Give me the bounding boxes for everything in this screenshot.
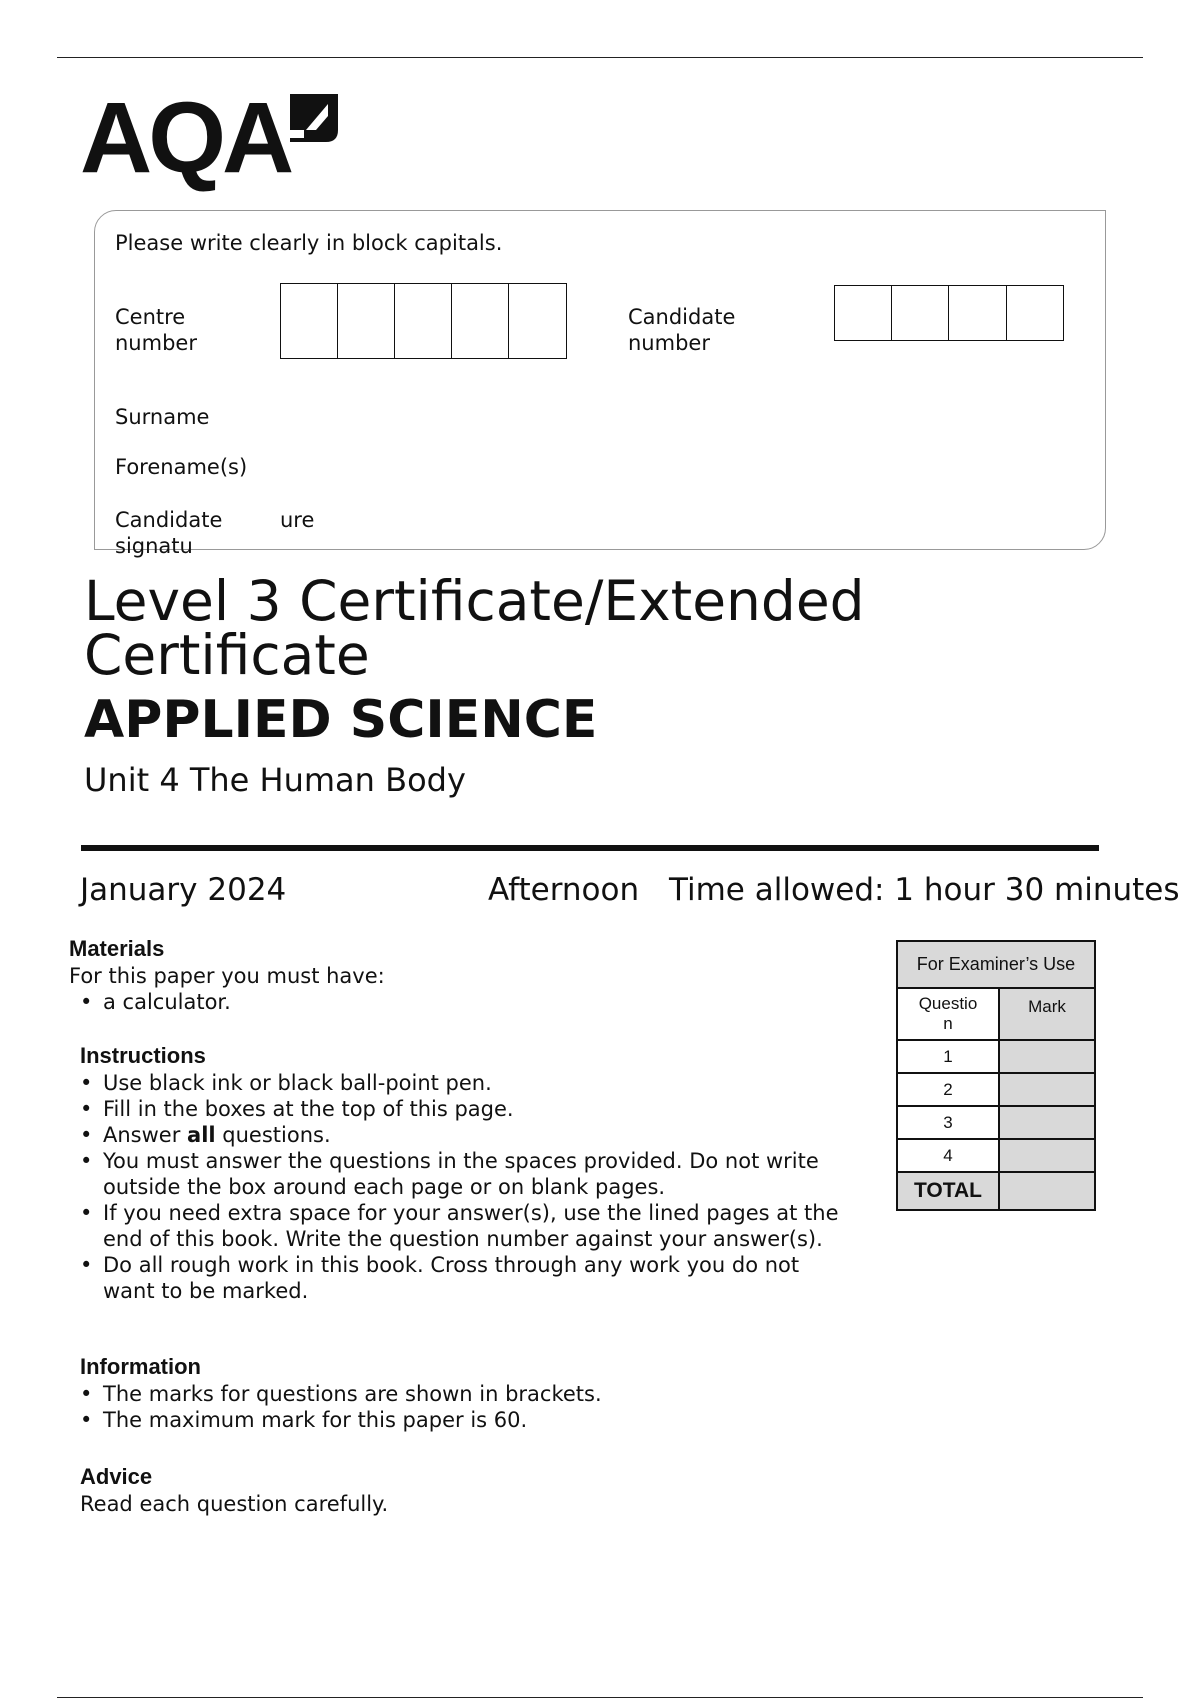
list-item: • If you need extra space for your answer(s), use the lined pages at the end of this book. Write the question number against your answer(s). bbox=[80, 1200, 863, 1252]
top-rule bbox=[57, 57, 1143, 58]
candidate-number-digit-box[interactable] bbox=[835, 286, 892, 340]
block-capitals-instruction: Please write clearly in block capitals. bbox=[115, 231, 503, 255]
list-item: • The maximum mark for this paper is 60. bbox=[80, 1407, 855, 1433]
materials-intro: For this paper you must have: bbox=[69, 964, 385, 988]
question-number: 3 bbox=[897, 1106, 999, 1139]
instructions-list bbox=[80, 1070, 855, 1304]
examiners-use-table bbox=[896, 940, 1096, 1211]
centre-number-digit-box[interactable] bbox=[395, 284, 452, 358]
exam-session: Afternoon bbox=[488, 872, 640, 908]
question-number: 2 bbox=[897, 1073, 999, 1106]
list-item: • Fill in the boxes at the top of this page. bbox=[80, 1096, 855, 1122]
qualification-title: Level 3 Certificate/Extended Certificate bbox=[84, 569, 865, 687]
list-item: • The marks for questions are shown in brackets. bbox=[80, 1381, 855, 1407]
candidate-number-field[interactable] bbox=[834, 285, 1064, 341]
list-item: • Use black ink or black ball-point pen. bbox=[80, 1070, 855, 1096]
candidate-number-label: Candidate number bbox=[628, 305, 736, 355]
subject-title: APPLIED SCIENCE bbox=[84, 690, 598, 750]
candidate-number-digit-box[interactable] bbox=[1007, 286, 1062, 340]
advice-heading: Advice bbox=[80, 1464, 153, 1489]
aqa-logo-text: AQA bbox=[80, 82, 291, 194]
list-item: • Answer all questions. bbox=[80, 1122, 855, 1148]
list-item: • You must answer the questions in the spaces provided. Do not write outside the box around each page or on blank pages. bbox=[80, 1148, 823, 1200]
information-heading: Information bbox=[80, 1354, 201, 1379]
question-number: 1 bbox=[897, 1040, 999, 1073]
candidate-number-digit-box[interactable] bbox=[892, 286, 949, 340]
question-column-header: Questio n bbox=[897, 988, 999, 1040]
candidate-number-digit-box[interactable] bbox=[949, 286, 1007, 340]
list-item: • Do all rough work in this book. Cross through any work you do not want to be marked. bbox=[80, 1252, 823, 1304]
instructions-heading: Instructions bbox=[80, 1043, 206, 1068]
candidate-signature-label: Candidate signatu bbox=[115, 508, 223, 558]
materials-heading: Materials bbox=[69, 936, 165, 961]
unit-title: Unit 4 The Human Body bbox=[84, 761, 466, 799]
mark-cell[interactable] bbox=[999, 1139, 1095, 1172]
bottom-rule bbox=[57, 1697, 1143, 1698]
list-item: • a calculator. bbox=[80, 989, 840, 1015]
centre-number-label: Centre number bbox=[115, 305, 197, 355]
centre-number-digit-box[interactable] bbox=[452, 284, 509, 358]
signature-field[interactable] bbox=[330, 498, 1080, 532]
examiners-use-header: For Examiner’s Use bbox=[897, 941, 1095, 988]
surname-field[interactable] bbox=[270, 396, 1080, 430]
total-mark-cell[interactable] bbox=[999, 1172, 1095, 1210]
advice-text: Read each question carefully. bbox=[80, 1492, 389, 1516]
forenames-label: Forename(s) bbox=[115, 455, 248, 479]
centre-number-digit-box[interactable] bbox=[338, 284, 395, 358]
exam-date: January 2024 bbox=[80, 872, 287, 908]
mark-column-header: Mark bbox=[999, 988, 1095, 1040]
mark-cell[interactable] bbox=[999, 1073, 1095, 1106]
aqa-logo-mark-icon bbox=[286, 90, 342, 146]
centre-number-digit-box[interactable] bbox=[281, 284, 338, 358]
information-list bbox=[80, 1381, 855, 1433]
surname-label: Surname bbox=[115, 405, 210, 429]
signature-label-fragment: ure bbox=[280, 508, 315, 532]
aqa-logo bbox=[80, 82, 350, 194]
title-divider bbox=[81, 845, 1099, 851]
materials-list bbox=[80, 989, 840, 1015]
forenames-field[interactable] bbox=[270, 446, 1080, 480]
mark-cell[interactable] bbox=[999, 1106, 1095, 1139]
centre-number-field[interactable] bbox=[280, 283, 567, 359]
mark-cell[interactable] bbox=[999, 1040, 1095, 1073]
time-allowed: Time allowed: 1 hour 30 minutes bbox=[669, 872, 1180, 908]
question-number: 4 bbox=[897, 1139, 999, 1172]
centre-number-digit-box[interactable] bbox=[509, 284, 565, 358]
total-label: TOTAL bbox=[897, 1172, 999, 1210]
